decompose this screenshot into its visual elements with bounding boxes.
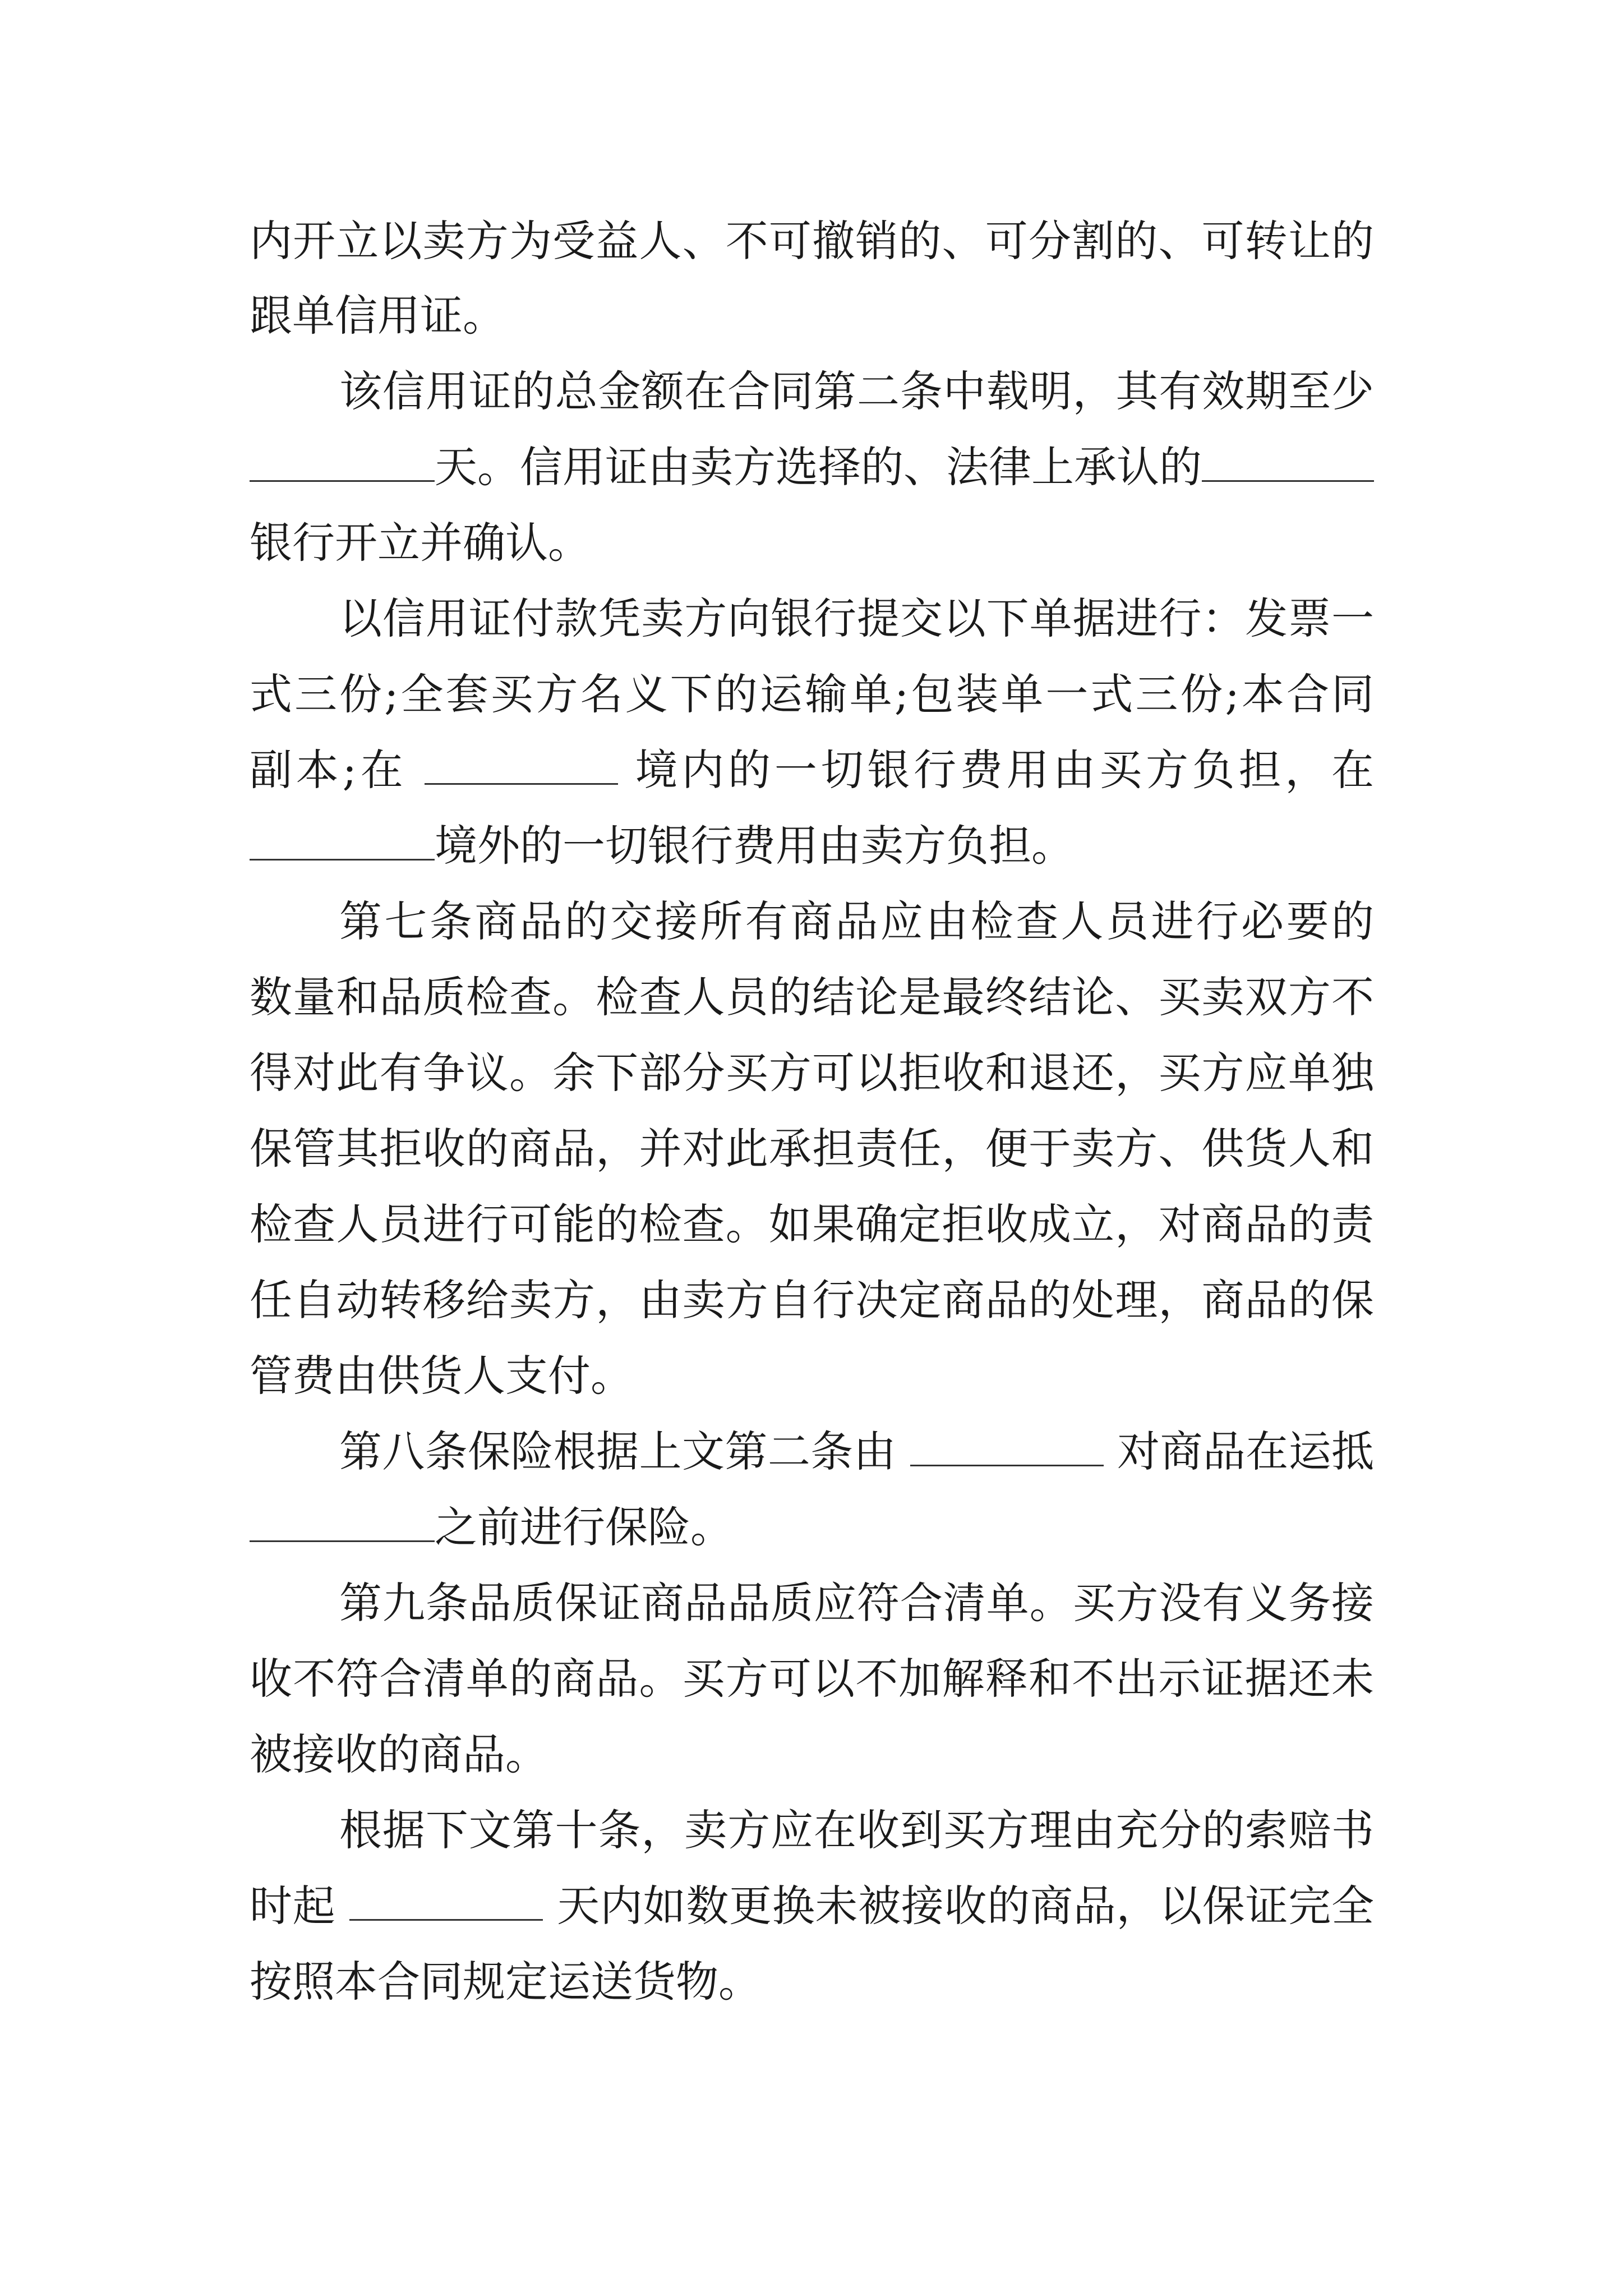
text-line: 跟单信用证。 [250,291,505,341]
text-segment: 副本;在 [250,745,407,795]
text-line: 任自动转移给卖方，由卖方自行决定商品的处理，商品的保 [250,1275,1374,1325]
text-line: 第七条商品的交接所有商品应由检查人员进行必要的 [339,896,1374,946]
text-line: 第九条品质保证商品品质应符合清单。买方没有义务接 [339,1578,1374,1628]
text-line: 管费由供货人支付。 [250,1351,633,1401]
text-segment: 第八条保险根据上文第二条由 [339,1427,896,1476]
text-line: 检查人员进行可能的检查。如果确定拒收成立，对商品的责 [250,1199,1374,1249]
text-line [250,739,1374,801]
text-line: 保管其拒收的商品，并对此承担责任，便于卖方、供货人和 [250,1124,1374,1174]
fill-in-blank[interactable] [250,1501,435,1542]
fill-in-blank[interactable] [1202,441,1374,482]
text-line [339,1421,1374,1483]
text-line: 内开立以卖方为受益人、不可撤销的、可分割的、可转让的 [250,216,1374,266]
text-segment: 之前进行保险。 [435,1502,733,1552]
text-line: 银行开立并确认。 [250,518,591,568]
text-segment: 境外的一切银行费用由卖方负担。 [435,821,1074,871]
text-segment: 对商品在运抵 [1117,1427,1374,1476]
text-segment: 时起 [250,1881,336,1931]
text-segment: 天。信用证由卖方选择的、法律上承认的 [435,442,1202,492]
fill-in-blank[interactable] [250,441,435,482]
text-line: 按照本合同规定运送货物。 [250,1957,761,2007]
text-line [250,436,1374,498]
text-line: 式三份;全套买方名义下的运输单;包装单一式三份;本合同 [250,669,1374,719]
text-line: 以信用证付款凭卖方向银行提交以下单据进行：发票一 [339,593,1374,643]
text-line: 收不符合清单的商品。买方可以不加解释和不出示证据还未 [250,1654,1374,1704]
text-line: 被接收的商品。 [250,1729,548,1779]
text-segment: 天内如数更换未被接收的商品，以保证完全 [557,1881,1374,1931]
text-segment: 境内的一切银行费用由买方负担，在 [635,745,1374,795]
text-line: 数量和品质检查。检查人员的结论是最终结论、买卖双方不 [250,972,1374,1022]
fill-in-blank[interactable] [910,1425,1104,1466]
text-line: 根据下文第十条，卖方应在收到买方理由充分的索赔书 [339,1805,1374,1855]
fill-in-blank[interactable] [349,1880,543,1921]
text-line [250,815,1374,877]
fill-in-blank[interactable] [250,820,435,861]
text-line: 得对此有争议。余下部分买方可以拒收和退还，买方应单独 [250,1048,1374,1098]
text-line [250,1875,1374,1937]
text-line [250,1497,1374,1558]
fill-in-blank[interactable] [425,744,618,785]
text-line: 该信用证的总金额在合同第二条中载明，其有效期至少 [339,366,1374,416]
